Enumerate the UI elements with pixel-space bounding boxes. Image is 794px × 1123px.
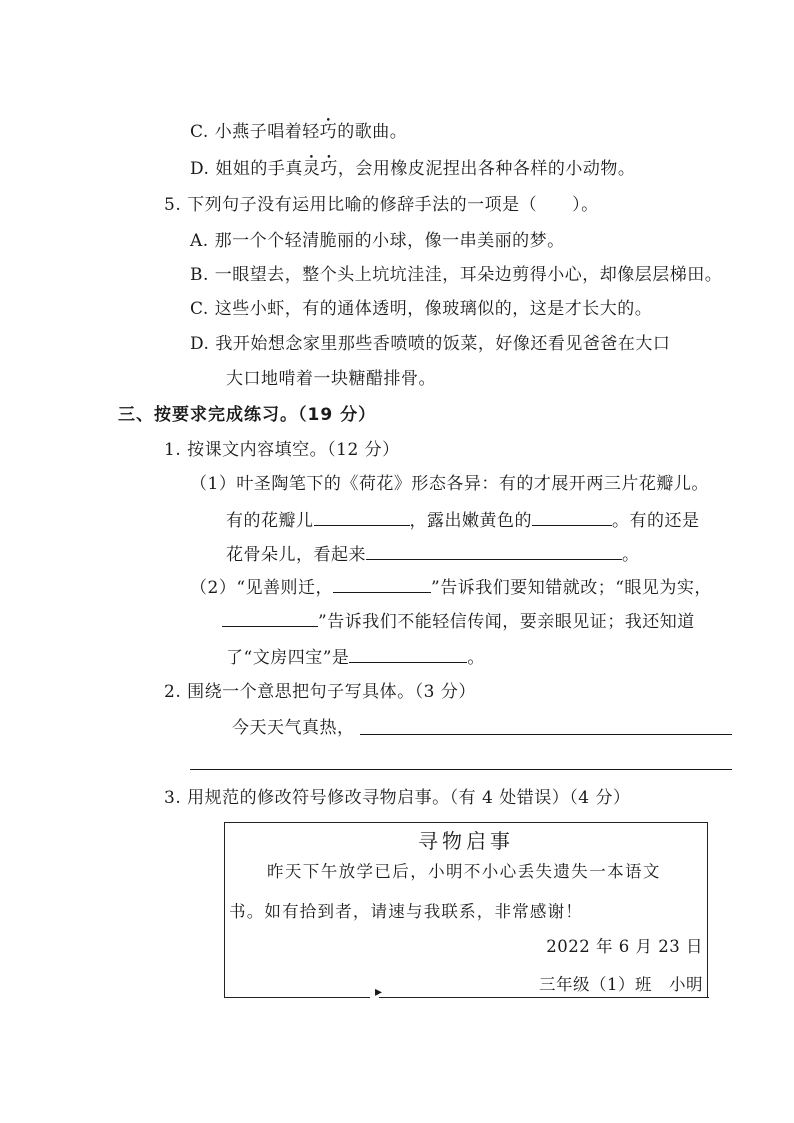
answer-blank[interactable] (222, 610, 318, 627)
q1-part2-line1 (190, 576, 712, 599)
lost-item-notice (224, 822, 708, 998)
q1-part1-line2 (226, 509, 700, 532)
emphasis-dot: 灵 (302, 159, 321, 179)
text-fragment: 。有的还是 (612, 511, 700, 531)
emphasis-dot: 巧 (319, 122, 338, 142)
q2-stem: 2. 围绕一个意思把句子写具体。（3 分） (164, 682, 476, 702)
answer-blank[interactable] (349, 646, 467, 663)
q3-stem: 3. 用规范的修改符号修改寻物启事。（有 4 处错误）（4 分） (164, 788, 631, 808)
q5-option-c: C. 这些小虾，有的通体透明，像玻璃似的，这是才长大的。 (190, 299, 653, 319)
scan-mark-icon: ▸ (375, 984, 383, 1000)
q1-part1-line1: （1）叶圣陶笔下的《荷花》形态各异：有的才展开两三片花瓣儿。 (190, 474, 709, 494)
q4-option-d: D. 姐姐的手真灵巧，会用橡皮泥捏出各种各样的小动物。 (190, 159, 636, 179)
section-3-heading: 三、按要求完成练习。（19 分） (118, 405, 377, 425)
q1-part2-line2 (222, 610, 695, 633)
notice-border-left (224, 997, 370, 998)
answer-blank[interactable] (366, 543, 622, 560)
text-fragment: ”告诉我们不能轻信传闻，要亲眼见证；我还知道 (318, 612, 695, 632)
notice-date: 2022 年 6 月 23 日 (546, 937, 703, 956)
text-fragment: （2）“见善则迁， (190, 578, 334, 598)
notice-border-right (379, 997, 709, 998)
answer-blank[interactable] (314, 509, 410, 526)
q1-part2-line3 (226, 646, 485, 669)
q5-option-a: A. 那一个个轻清脆丽的小球，像一串美丽的梦。 (190, 231, 565, 251)
text-fragment: ，露出嫩黄色的 (409, 511, 532, 531)
q1-stem: 1. 按课文内容填空。（12 分） (164, 440, 400, 460)
answer-blank[interactable] (333, 576, 431, 593)
q5-option-d-line1: D. 我开始想念家里那些香喷喷的饭菜，好像还看见爸爸在大口 (190, 334, 671, 354)
text-fragment: 有的花瓣儿 (226, 511, 314, 531)
answer-blank[interactable] (532, 509, 612, 526)
text-fragment: 。 (622, 545, 640, 565)
q5-option-d-line2: 大口地啃着一块糖醋排骨。 (226, 369, 436, 389)
notice-body-line2: 书。如有拾到者，请速与我联系，非常感谢！ (229, 902, 583, 921)
q1-part1-line3 (226, 543, 640, 566)
text-fragment: 了“文房四宝”是 (226, 648, 350, 668)
notice-body-line1: 昨天下午放学已后，小明不小心丢失遗失一本语文 (267, 862, 661, 881)
q2-answer-line[interactable] (190, 769, 732, 770)
notice-title: 寻物启事 (418, 829, 514, 853)
notice-signature: 三年级（1）班 小明 (539, 975, 703, 994)
text-fragment: 花骨朵儿，看起来 (226, 545, 366, 565)
emphasis-dot: 巧 (320, 159, 338, 179)
text-fragment: ”告诉我们要知错就改；“眼见为实， (431, 578, 712, 598)
text-fragment: 。 (467, 648, 485, 668)
q2-sentence-start: 今天天气真热， (232, 718, 355, 738)
q5-stem: 5. 下列句子没有运用比喻的修辞手法的一项是（ ）。 (164, 195, 599, 215)
q4-option-c: C. 小燕子唱着轻巧的歌曲。 (190, 122, 408, 142)
q5-option-b: B. 一眼望去，整个头上坑坑洼洼，耳朵边剪得小心，却像层层梯田。 (190, 265, 723, 285)
q2-answer-line[interactable] (360, 734, 732, 735)
